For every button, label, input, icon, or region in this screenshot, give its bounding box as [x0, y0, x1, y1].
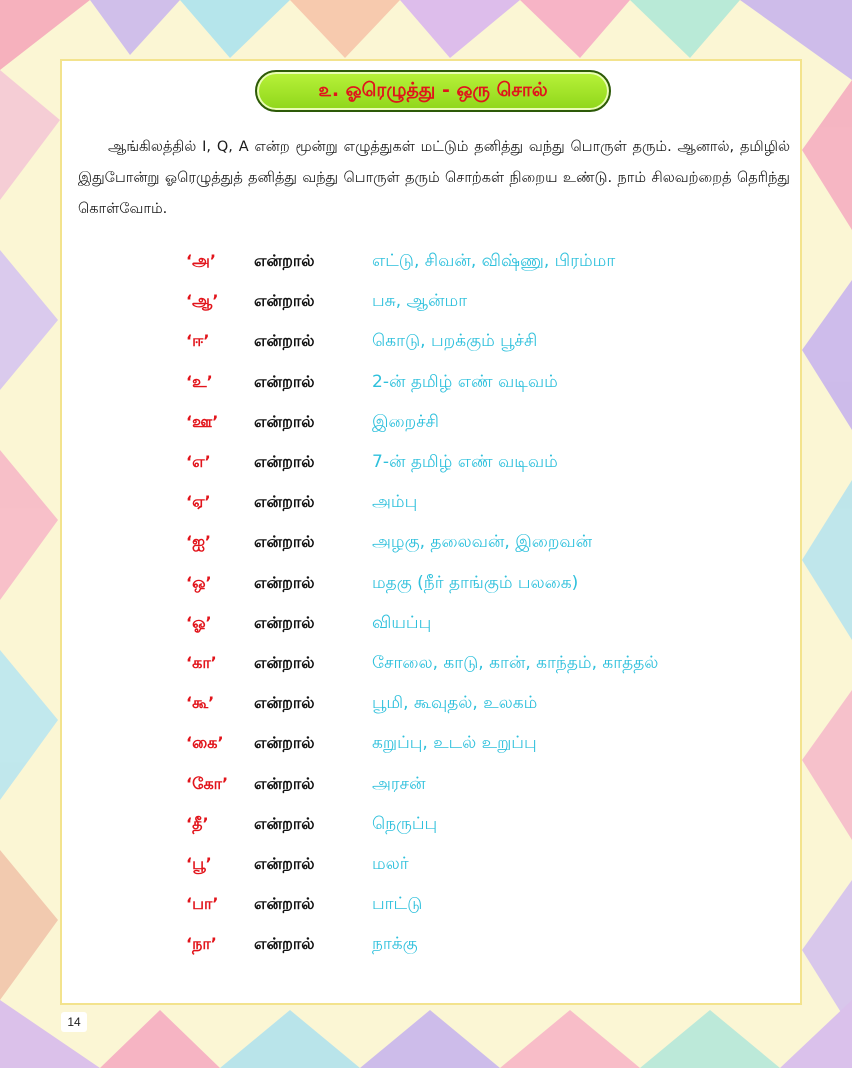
list-item — [186, 367, 786, 397]
page-number: 14 — [61, 1012, 87, 1032]
connector-text: என்றால் — [254, 291, 315, 311]
meaning-text: நாக்கு — [372, 934, 418, 955]
connector-text: என்றால் — [254, 773, 315, 793]
meaning-text: மலர் — [372, 854, 409, 874]
connector-text: என்றால் — [254, 934, 315, 954]
meaning-text: அரசன் — [372, 773, 426, 794]
letter-label: ‘ஐ’ — [186, 532, 211, 552]
meaning-text: அழகு, தலைவன், இறைவன் — [372, 532, 593, 553]
connector-text: என்றால் — [254, 452, 315, 471]
list-item — [186, 809, 786, 839]
letter-label: ‘தீ’ — [186, 813, 209, 833]
list-item — [186, 769, 786, 799]
list-item — [186, 326, 786, 356]
letter-label: ‘கூ’ — [186, 693, 215, 713]
meaning-text: பசு, ஆன்மா — [372, 291, 468, 312]
meaning-text: பாட்டு — [372, 894, 423, 915]
meaning-text: கொடு, பறக்கும் பூச்சி — [372, 331, 538, 352]
letter-label: ‘ஆ’ — [186, 291, 219, 311]
letter-label: ‘கா’ — [186, 653, 217, 672]
letter-label: ‘அ’ — [186, 251, 216, 270]
letter-label: ‘ஊ’ — [186, 411, 219, 431]
connector-text: என்றால் — [254, 572, 315, 592]
connector-text: என்றால் — [254, 653, 315, 672]
meaning-text: பூமி, கூவுதல், உலகம் — [372, 693, 538, 714]
connector-text: என்றால் — [254, 532, 315, 552]
letter-label: ‘கோ’ — [186, 773, 229, 793]
letter-label: ‘பா’ — [186, 894, 219, 914]
list-item — [186, 889, 786, 919]
letter-label: ‘ஒ’ — [186, 572, 212, 592]
list-item — [186, 688, 786, 718]
connector-text: என்றால் — [254, 693, 315, 713]
list-item — [186, 568, 786, 598]
connector-text: என்றால் — [254, 411, 315, 431]
connector-text: என்றால் — [254, 813, 315, 833]
meaning-text: 7-ன் தமிழ் எண் வடிவம் — [372, 452, 558, 472]
list-item — [186, 286, 786, 316]
list-item — [186, 527, 786, 557]
letter-label: ‘கை’ — [186, 733, 224, 753]
letter-label: ‘பூ’ — [186, 854, 212, 873]
connector-text: என்றால் — [254, 371, 315, 391]
list-item — [186, 246, 786, 276]
meaning-text: எட்டு, சிவன், விஷ்ணு, பிரம்மா — [372, 251, 616, 271]
list-item — [186, 849, 786, 879]
list-item — [186, 608, 786, 638]
letter-label: ‘ஏ’ — [186, 492, 211, 512]
connector-text: என்றால் — [254, 854, 315, 873]
connector-text: என்றால் — [254, 733, 315, 753]
letter-label: ‘உ’ — [186, 371, 213, 391]
meaning-text: இறைச்சி — [372, 411, 439, 432]
letter-label: ‘ஈ’ — [186, 331, 210, 351]
list-item — [186, 487, 786, 517]
connector-text: என்றால் — [254, 251, 315, 270]
connector-text: என்றால் — [254, 612, 315, 632]
letter-label: ‘எ’ — [186, 452, 211, 471]
page-title: ௨. ஓரெழுத்து - ஒரு சொல் — [255, 70, 611, 112]
meaning-text: அம்பு — [372, 492, 418, 513]
list-item — [186, 407, 786, 437]
meaning-text: 2-ன் தமிழ் எண் வடிவம் — [372, 371, 558, 392]
list-item — [186, 929, 786, 959]
connector-text: என்றால் — [254, 492, 315, 512]
letter-label: ‘ஓ’ — [186, 612, 212, 632]
connector-text: என்றால் — [254, 894, 315, 914]
connector-text: என்றால் — [254, 331, 315, 351]
meaning-text: வியப்பு — [372, 612, 432, 633]
letter-label: ‘நா’ — [186, 934, 217, 954]
intro-paragraph: ஆங்கிலத்தில் I, Q, A என்ற மூன்று எழுத்துகள் மட்டும் தனித்து வந்து பொருள் தரும். ஆனால், தமிழில் இதுபோன்று ஓரெழுத்துத் தனித்து வந்து பொருள் தரும் சொற்கள் நிறைய உண்டு. நாம் சிலவற்றைத் தெரிந்து கொள்வோம். — [78, 139, 791, 217]
list-item — [186, 447, 786, 477]
meaning-text: கறுப்பு, உடல் உறுப்பு — [372, 733, 537, 754]
list-item — [186, 648, 786, 678]
meaning-text: சோலை, காடு, கான், காந்தம், காத்தல் — [372, 653, 659, 673]
meaning-text: நெருப்பு — [372, 813, 438, 834]
list-item — [186, 728, 786, 758]
meaning-text: மதகு (நீர் தாங்கும் பலகை) — [372, 572, 579, 593]
